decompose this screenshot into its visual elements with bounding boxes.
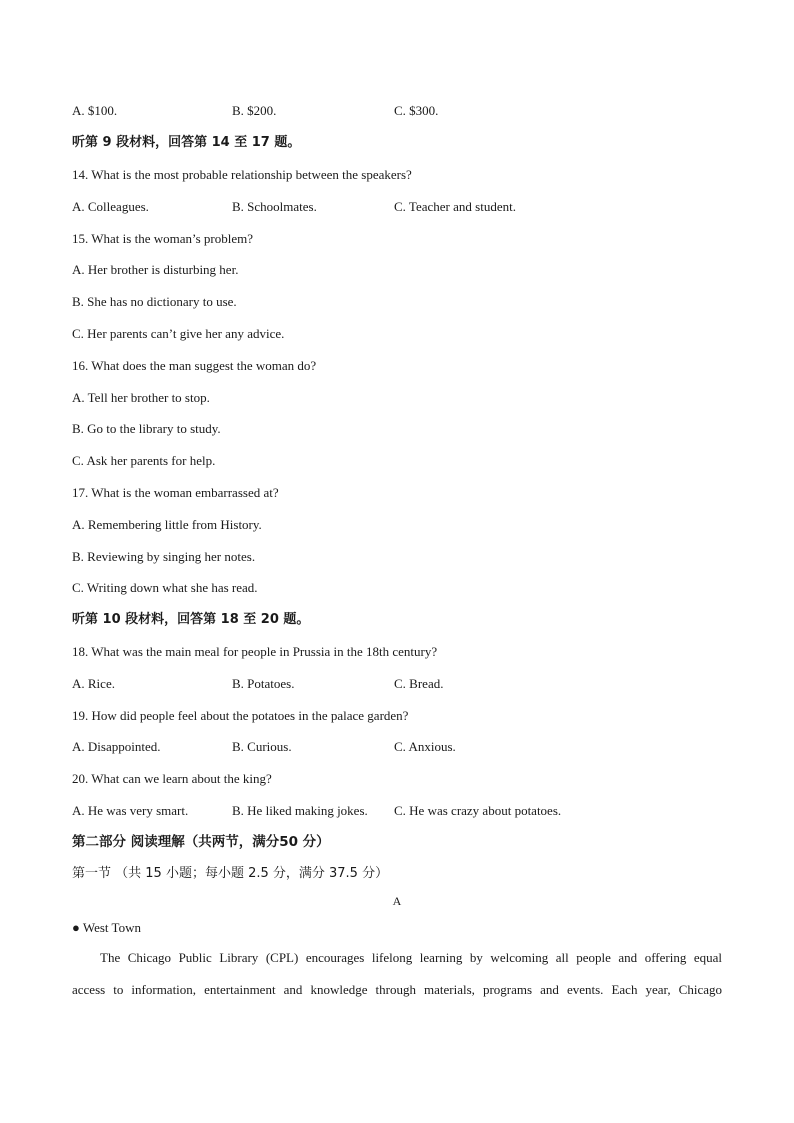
q14-option-c: C. Teacher and student. xyxy=(394,199,516,214)
q20-option-c: C. He was crazy about potatoes. xyxy=(394,803,562,818)
q15-option-b: B. She has no dictionary to use. xyxy=(72,294,237,309)
q20-option-b: B. He liked making jokes. xyxy=(232,803,368,818)
q19-option-c: C. Anxious. xyxy=(394,739,456,754)
passage-subtitle: ● West Town xyxy=(72,920,141,935)
q16-question: 16. What does the man suggest the woman do? xyxy=(72,358,317,373)
q20-question: 20. What can we learn about the king? xyxy=(72,771,272,786)
q16-option-a: A. Tell her brother to stop. xyxy=(72,390,210,405)
q18-option-b: B. Potatoes. xyxy=(232,676,295,691)
q14-question: 14. What is the most probable relationship between the speakers? xyxy=(72,167,412,182)
q17-option-b: B. Reviewing by singing her notes. xyxy=(72,549,256,564)
section9-heading: 听第 9 段材料，回答第 14 至 17 题。 xyxy=(72,135,301,150)
q19-question: 19. How did people feel about the potatoes in the palace garden? xyxy=(72,708,409,723)
q13-option-b: B. $200. xyxy=(232,103,277,118)
q16-option-c: C. Ask her parents for help. xyxy=(72,453,216,468)
q15-option-a: A. Her brother is disturbing her. xyxy=(72,262,239,277)
q17-option-c: C. Writing down what she has read. xyxy=(72,580,258,595)
q15-question: 15. What is the woman’s problem? xyxy=(72,231,254,246)
q14-option-a: A. Colleagues. xyxy=(72,199,149,214)
passage-label: A xyxy=(392,894,402,908)
part2-heading: 第二部分 阅读理解（共两节，满分50 分） xyxy=(72,834,330,850)
q18-option-a: A. Rice. xyxy=(72,676,115,691)
q13-option-a: A. $100. xyxy=(72,103,118,118)
part2-section1-heading: 第一节 （共 15 小题；每小题 2.5 分，满分 37.5 分） xyxy=(72,866,389,881)
q15-option-c: C. Her parents can’t give her any advice. xyxy=(72,326,285,341)
section10-heading: 听第 10 段材料，回答第 18 至 20 题。 xyxy=(72,612,310,627)
q18-option-c: C. Bread. xyxy=(394,676,444,691)
passage-line-1: The Chicago Public Library (CPL) encourages lifelong learning by welcoming all people and offering equal xyxy=(100,950,722,965)
q13-option-c: C. $300. xyxy=(394,103,439,118)
q17-option-a: A. Remembering little from History. xyxy=(72,517,262,532)
q18-question: 18. What was the main meal for people in Prussia in the 18th century? xyxy=(72,644,438,659)
q17-question: 17. What is the woman embarrassed at? xyxy=(72,485,279,500)
passage-line-2: access to information, entertainment and knowledge through materials, programs and events. Each year, Chicago xyxy=(72,982,722,997)
q16-option-b: B. Go to the library to study. xyxy=(72,421,221,436)
q19-option-a: A. Disappointed. xyxy=(72,739,161,754)
q19-option-b: B. Curious. xyxy=(232,739,292,754)
q20-option-a: A. He was very smart. xyxy=(72,803,189,818)
q14-option-b: B. Schoolmates. xyxy=(232,199,317,214)
